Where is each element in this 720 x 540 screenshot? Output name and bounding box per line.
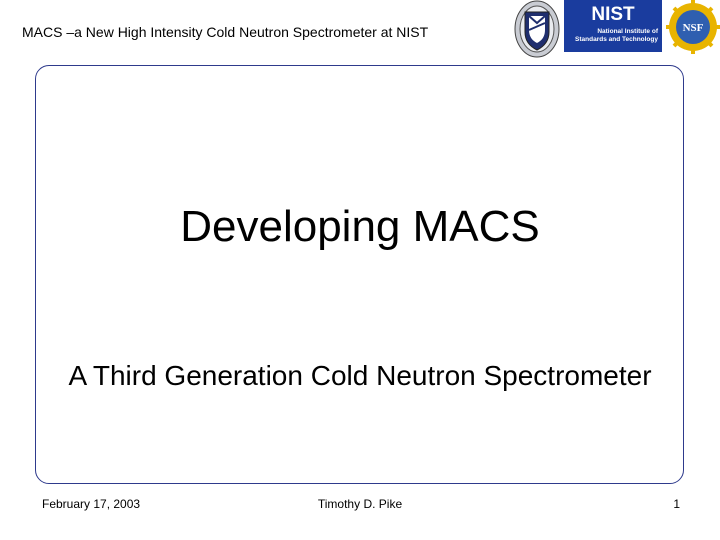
slide-title: Developing MACS [180, 202, 540, 251]
university-crest-logo [514, 0, 560, 58]
nsf-logo [666, 0, 720, 54]
slide-content-frame [35, 65, 684, 484]
slide-subtitle: A Third Generation Cold Neutron Spectrometer [68, 360, 652, 391]
svg-text:NSF: NSF [682, 22, 704, 34]
footer-author: Timothy D. Pike [317, 497, 403, 511]
nist-logo [564, 0, 662, 52]
slide-header-title: MACS –a New High Intensity Cold Neutron Spectrometer at NIST [22, 24, 429, 40]
svg-text:Standards and Technology: Standards and Technology [575, 36, 658, 43]
svg-text:National Institute of: National Institute of [597, 28, 658, 35]
footer-date: February 17, 2003 [42, 497, 141, 511]
svg-text:NIST: NIST [591, 4, 635, 25]
page-number: 1 [673, 497, 680, 511]
